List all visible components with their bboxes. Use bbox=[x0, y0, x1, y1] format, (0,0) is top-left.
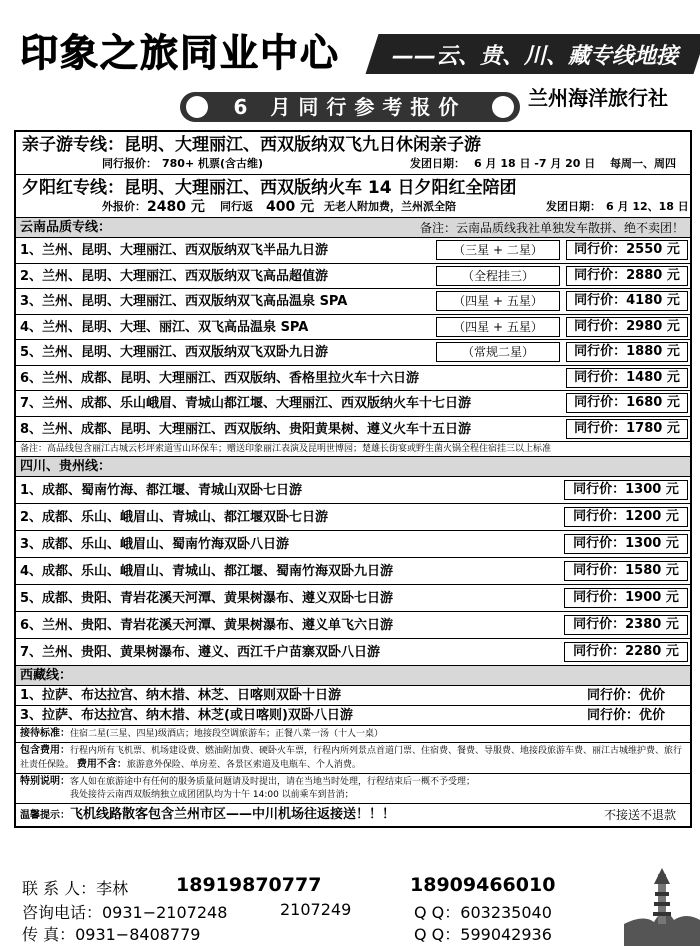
price-label: 同行价： bbox=[573, 482, 626, 497]
yunnan-footnote: 备注：高品线包含丽江古城云杉坪索道雪山环保车；赠送印象丽江表演及昆明世博园；楚雄长街宴或野生菌火锅全程住宿挂三以上标准 bbox=[16, 442, 690, 457]
featured-rebate-label: 同行返 bbox=[220, 200, 253, 213]
table-row bbox=[16, 417, 690, 443]
route-name: 8、兰州、成都、昆明、大理丽江、西双版纳、贵阳黄果树、遵义火车十五日游 bbox=[20, 421, 472, 437]
include-info bbox=[16, 743, 690, 774]
tip-right: 不接送不退款 bbox=[603, 808, 676, 822]
table-row bbox=[16, 686, 690, 706]
table-row bbox=[16, 477, 690, 504]
contact-person: 联 系 人：李林 bbox=[22, 879, 129, 898]
price-value: 1300 元 bbox=[625, 482, 679, 497]
price-value: 1480 元 bbox=[626, 369, 680, 385]
price-cell bbox=[566, 342, 688, 362]
price-cell bbox=[564, 615, 688, 635]
featured-sub bbox=[22, 199, 689, 215]
price-label: 同行价： bbox=[573, 644, 626, 659]
price-cell bbox=[564, 588, 688, 608]
contact-fax: 传 真：0931−8408779 bbox=[22, 925, 201, 944]
price-value: 2380 元 bbox=[625, 617, 679, 632]
contact-phone-1: 18919870777 bbox=[176, 874, 322, 896]
ribbon-text: 6 月同行参考报价 bbox=[233, 95, 467, 119]
contact-consult-2: 2107249 bbox=[280, 900, 352, 919]
ribbon-dot-left bbox=[186, 96, 208, 118]
yunnan-rows bbox=[16, 238, 690, 442]
price-cell bbox=[564, 642, 688, 662]
include-text: 行程内所有飞机票、机场建设费、燃油附加费、硬卧火车票，行程内所列景点首道门票、住宿费、餐费、导服费、地接段旅游车费、丽江古城维护费、旅行社责任保险。 bbox=[20, 746, 683, 770]
route-name: 4、成都、乐山、峨眉山、青城山、都江堰、蜀南竹海双卧九日游 bbox=[20, 564, 394, 579]
route-name: 4、兰州、昆明、大理、丽江、双飞高品温泉 SPA bbox=[20, 319, 309, 335]
featured-title: 夕阳红专线：昆明、大理丽江、西双版纳火车 14 日夕阳红全陪团 bbox=[22, 178, 517, 198]
table-row bbox=[16, 504, 690, 531]
special-text-2: 我处接待云南西双版纳独立成团团队均为十午 14:00 以前乘车到昔消； bbox=[70, 790, 354, 800]
table-row bbox=[16, 264, 690, 290]
header bbox=[0, 0, 700, 128]
table-row bbox=[16, 315, 690, 341]
featured-price: 2480 元 bbox=[147, 199, 205, 215]
table-row bbox=[16, 366, 690, 392]
price-cell bbox=[566, 419, 688, 439]
price-label: 同行价： bbox=[573, 563, 626, 578]
standard-info bbox=[16, 726, 690, 743]
route-name: 6、兰州、贵阳、青岩花溪天河潭、黄果树瀑布、遵义单飞六日游 bbox=[20, 618, 394, 633]
contact-qq-1: Q Q：603235040 bbox=[414, 903, 552, 922]
standard-text: 住宿二星(三星、四星)级酒店；地接段空调旅游车；正餐八菜一汤（十人一桌） bbox=[70, 729, 384, 739]
price-label: 同行价： bbox=[573, 617, 626, 632]
section-title: 西藏线： bbox=[20, 668, 73, 683]
price-cell bbox=[566, 317, 688, 337]
tip-text: 飞机线路散客包含兰州市区——中川机场往返接送！！！ bbox=[70, 807, 396, 822]
price-label: 同行价： bbox=[574, 318, 627, 334]
route-name: 2、成都、乐山、峨眉山、青城山、都江堰双卧七日游 bbox=[20, 510, 329, 525]
featured-date-label: 发团日期： bbox=[546, 200, 601, 213]
price-value: 4180 元 bbox=[626, 293, 680, 308]
table-row bbox=[16, 585, 690, 612]
table-row bbox=[16, 289, 690, 315]
sichuan-rows bbox=[16, 477, 690, 666]
featured-item bbox=[16, 132, 690, 175]
price-label: 同行价： bbox=[574, 369, 627, 385]
slogan-text: ——云、贵、川、藏专线地接 bbox=[392, 44, 679, 69]
price-value: 1900 元 bbox=[625, 590, 679, 605]
featured-sub bbox=[22, 156, 684, 172]
price-label: 同行价： bbox=[574, 395, 627, 410]
price-cell bbox=[566, 393, 688, 413]
brand-title: 印象之旅同业中心 bbox=[20, 31, 341, 75]
agency-name: 兰州海洋旅行社 bbox=[528, 86, 668, 110]
route-name: 1、拉萨、布达拉宫、纳木措、林芝、日喀则双卧十日游 bbox=[20, 688, 342, 703]
pagoda-icon bbox=[624, 864, 700, 946]
price-value: 2550 元 bbox=[626, 242, 680, 257]
price-label: 同行价： bbox=[573, 509, 626, 524]
ribbon-dot-right bbox=[492, 96, 514, 118]
price-label: 同行价： bbox=[573, 590, 626, 605]
section-sichuan bbox=[16, 457, 690, 477]
featured-rebate: 400 元 bbox=[266, 199, 315, 215]
route-name: 6、兰州、成都、昆明、大理丽江、西双版纳、香格里拉火车十六日游 bbox=[20, 370, 420, 386]
section-yunnan bbox=[16, 218, 690, 238]
price-cell bbox=[564, 480, 688, 500]
table-row bbox=[16, 238, 690, 264]
price-ribbon bbox=[180, 92, 520, 122]
exclude-label: 费用不含： bbox=[76, 759, 127, 770]
table-row bbox=[16, 340, 690, 366]
route-name: 5、成都、贵阳、青岩花溪天河潭、黄果树瀑布、遵义双卧七日游 bbox=[20, 591, 394, 606]
table-row bbox=[16, 639, 690, 666]
price-cell bbox=[566, 266, 688, 286]
contact-consult: 咨询电话：0931−2107248 bbox=[22, 903, 228, 922]
table-row bbox=[16, 558, 690, 585]
price-value: 2980 元 bbox=[626, 318, 680, 334]
price-value: 1880 元 bbox=[626, 344, 680, 359]
featured-price: 780+ 机票(含古维) bbox=[162, 157, 264, 170]
featured-extra: 无老人附加费，兰州派全陪 bbox=[324, 200, 456, 213]
price-value: 2880 元 bbox=[626, 267, 680, 283]
price-value: 1580 元 bbox=[625, 563, 679, 578]
price-cell bbox=[564, 507, 688, 527]
price-cell bbox=[564, 686, 688, 706]
table-row bbox=[16, 391, 690, 417]
route-name: 5、兰州、昆明、大理丽江、西双版纳双飞双卧九日游 bbox=[20, 345, 329, 360]
section-title: 云南品质专线： bbox=[20, 220, 112, 235]
table-row bbox=[16, 706, 690, 726]
route-name: 7、兰州、贵阳、黄果树瀑布、遵义、西江千户苗寨双卧八日游 bbox=[20, 645, 381, 660]
route-name: 7、兰州、成都、乐山峨眉、青城山都江堰、大理丽江、西双版纳火车十七日游 bbox=[20, 396, 472, 411]
hotel-grade: （全程挂三） bbox=[436, 266, 560, 286]
featured-date: 6 月 12、18 日 bbox=[606, 200, 689, 213]
price-value: 优价 bbox=[639, 708, 666, 723]
standard-label: 接待标准： bbox=[20, 728, 70, 739]
price-value: 1200 元 bbox=[625, 509, 679, 524]
price-value: 2280 元 bbox=[625, 644, 679, 659]
price-value: 1680 元 bbox=[626, 395, 680, 410]
table-row bbox=[16, 531, 690, 558]
price-cell bbox=[564, 561, 688, 581]
featured-price-label: 同行报价： bbox=[102, 157, 157, 170]
hotel-grade: （四星 + 五星） bbox=[436, 291, 560, 311]
table-row bbox=[16, 612, 690, 639]
route-name: 3、兰州、昆明、大理丽江、西双版纳双飞高品温泉 SPA bbox=[20, 294, 348, 309]
price-label: 同行价： bbox=[573, 536, 626, 551]
hotel-grade: （四星 + 五星） bbox=[436, 317, 560, 337]
exclude-text: 旅游意外保险、单房差、各景区索道及电瓶车、个人消费。 bbox=[126, 760, 361, 770]
hotel-grade: （常规二星） bbox=[436, 342, 560, 362]
tip-label: 温馨提示： bbox=[20, 810, 70, 821]
featured-date: 6 月 18 日 -7 月 20 日 bbox=[474, 157, 596, 170]
price-label: 同行价： bbox=[586, 708, 639, 723]
price-cell bbox=[566, 368, 688, 388]
contact-block bbox=[22, 874, 622, 944]
price-label: 同行价： bbox=[574, 420, 627, 436]
section-tibet bbox=[16, 666, 690, 686]
section-note: 备注：云南品质线我社单独发车散拼、绝不卖团！ bbox=[419, 221, 684, 235]
special-info bbox=[16, 774, 690, 804]
price-value: 1300 元 bbox=[625, 536, 679, 551]
featured-title: 亲子游专线：昆明、大理丽江、西双版纳双飞九日休闲亲子游 bbox=[22, 135, 481, 155]
route-name: 2、兰州、昆明、大理丽江、西双版纳双飞高品超值游 bbox=[20, 268, 329, 284]
contact-qq-2: Q Q：599042936 bbox=[414, 925, 552, 944]
price-value: 1780 元 bbox=[626, 420, 680, 436]
route-name: 3、拉萨、布达拉宫、纳木措、林芝(或日喀则)双卧八日游 bbox=[20, 708, 353, 723]
route-name: 1、成都、蜀南竹海、都江堰、青城山双卧七日游 bbox=[20, 483, 303, 498]
price-cell bbox=[564, 706, 688, 726]
section-title: 四川、贵州线： bbox=[20, 459, 112, 474]
price-label: 同行价： bbox=[574, 267, 627, 283]
price-label: 同行价： bbox=[586, 688, 639, 703]
tibet-rows bbox=[16, 686, 690, 726]
price-label: 同行价： bbox=[574, 242, 627, 257]
price-cell bbox=[566, 291, 688, 311]
special-label: 特别说明： bbox=[20, 776, 70, 787]
route-name: 3、成都、乐山、峨眉山、蜀南竹海双卧八日游 bbox=[20, 537, 290, 552]
price-value: 优价 bbox=[639, 688, 666, 703]
featured-price-label: 外报价： bbox=[102, 200, 146, 213]
price-label: 同行价： bbox=[574, 293, 627, 308]
price-cell bbox=[564, 534, 688, 554]
price-label: 同行价： bbox=[574, 344, 627, 359]
tip-row bbox=[16, 804, 690, 826]
contact-phone-2: 18909466010 bbox=[410, 874, 556, 896]
price-cell bbox=[566, 240, 688, 260]
hotel-grade: （三星 + 二星） bbox=[436, 240, 560, 260]
special-text-1: 客人如在旅游途中有任何的服务质量问题请及时提出，请在当地当时处理，行程结束后一概不予受理； bbox=[70, 777, 476, 787]
featured-item bbox=[16, 175, 690, 218]
price-table bbox=[14, 130, 692, 828]
featured-weekday: 每周一、周四 bbox=[610, 157, 676, 170]
include-label: 包含费用： bbox=[20, 745, 70, 756]
route-name: 1、兰州、昆明、大理丽江、西双版纳双飞半品九日游 bbox=[20, 243, 329, 258]
featured-date-label: 发团日期： bbox=[410, 157, 465, 170]
